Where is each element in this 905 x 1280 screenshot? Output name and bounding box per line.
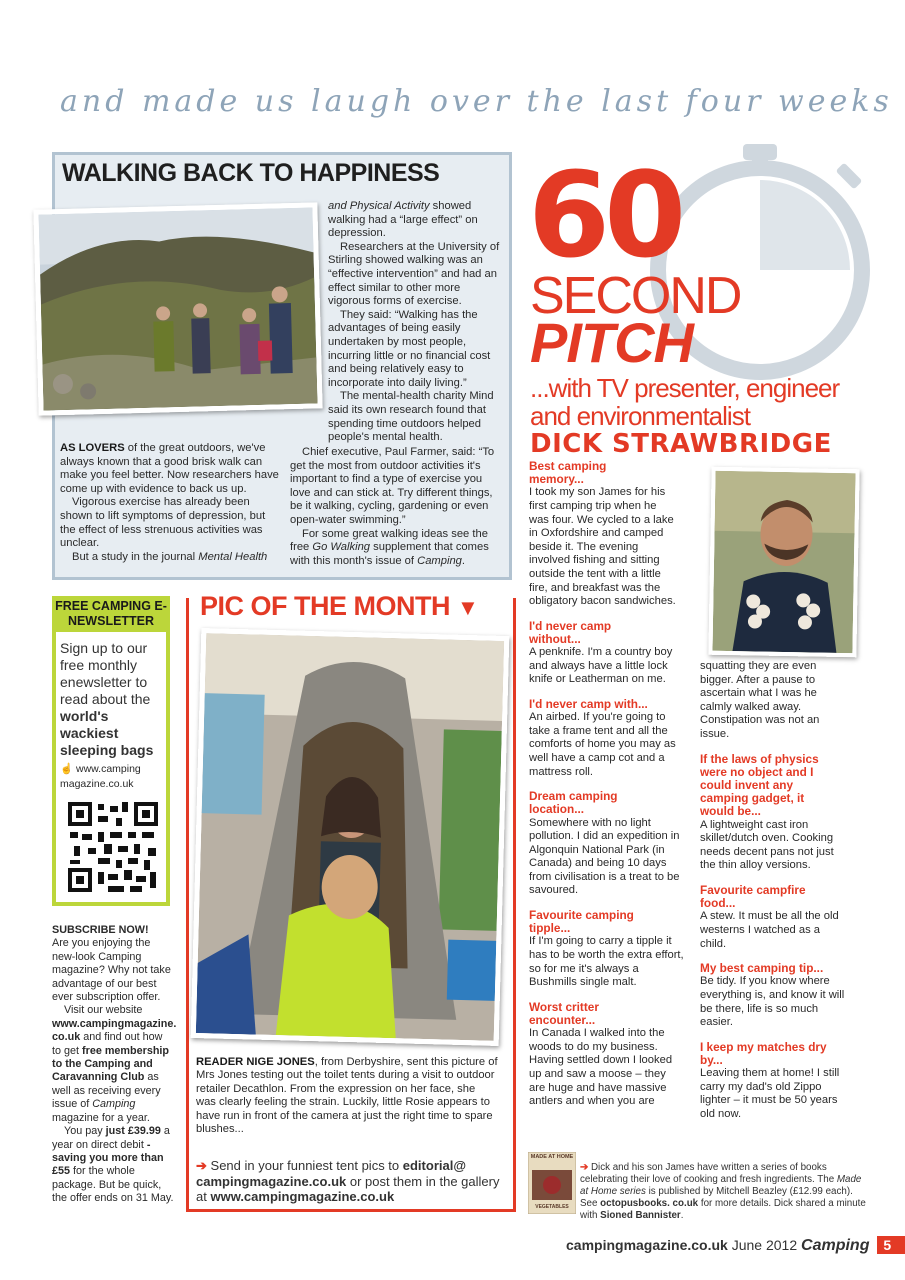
answer: In Canada I walked into the woods to do my business. Having settled down I looked up and saw a moose – they are huge and have massive antlers and when you are: [529, 1027, 673, 1108]
book-cover-sub: VEGETABLES: [535, 1204, 569, 1210]
potm-title: [196, 590, 484, 624]
newsletter-body: Sign up to our free monthly enewsletter to read about the: [60, 640, 151, 707]
walking-article-title: WALKING BACK TO HAPPINESS: [62, 159, 440, 187]
magazine-name: Camping: [92, 1098, 136, 1111]
potm-title-text: PIC OF THE MONTH: [200, 591, 450, 621]
question: I'd never camp with...: [529, 696, 648, 711]
question: Favourite campfire food...: [700, 882, 806, 911]
question: Worst critter encounter...: [529, 999, 599, 1028]
book-text: for more details. Dick shared a minute with: [580, 1198, 866, 1221]
newsletter-highlight: world's wackiest sleeping bags: [60, 708, 154, 758]
walking-text: showed walking had a “large effect” on depression.: [328, 200, 478, 240]
book-text: Dick and his son James have written a series of books celebrating their love of cooking and fresh ingredients. The: [580, 1162, 837, 1185]
walking-col2-top: [328, 200, 504, 445]
subscribe-url[interactable]: www.campingmagazine. co.uk: [52, 1017, 177, 1044]
answer: A stew. It must be all the old westerns I watched as a child.: [700, 910, 839, 950]
page-headline: and made us laugh over the last four weeks: [60, 84, 893, 119]
caption-text: , from Derbyshire, sent this picture of Mrs Jones testing out the toilet tents during a visit to outdoor retailer Decathlon. From the expression on her face, she was clearly feeling the strain. Luckily, little Rosie appears to have run in front of the camera at just the right time to spare blushes...: [196, 1056, 498, 1136]
editorial-email[interactable]: editorial@ campingmagazine.co.uk: [196, 1158, 467, 1189]
walking-text: Researchers at the University of Stirling showed walking was an “effective intervention” and had an effect similar to other more vigorous forms of exercise.: [328, 240, 500, 308]
qa-item: [529, 1001, 704, 1109]
qa-item: [700, 1041, 852, 1122]
book-cover: [528, 1152, 576, 1214]
walking-text: Chief executive, Paul Farmer, said: “To get the most from outdoor activities it's important to find a type of exercise you love and can stick at. Try different things, be it walking, cycling, gardening or even open-water swimming.”: [290, 446, 495, 526]
answer: An airbed. If you're going to take a frame tent and all the comforts of home you may as well have a camp cot and a mattress roll.: [529, 711, 676, 778]
qr-code[interactable]: [68, 802, 158, 892]
newsletter-link[interactable]: [60, 762, 168, 792]
answer: I took my son James for his first camping trip when he was four. We cycled to a lake in Oxfordshire and camped beside it. The evening involved fishing and sitting outside the tent with a little fire, and breakfast was the obligatory bacon sandwiches.: [529, 486, 676, 608]
subscribe-text: and find out how to get: [52, 1031, 163, 1057]
book-text: .: [680, 1210, 684, 1221]
pointer-hand-icon: ☝: [60, 763, 74, 775]
subscribe-text: a year on direct debit: [52, 1125, 170, 1151]
publisher-url[interactable]: octopusbooks. co.uk: [600, 1198, 699, 1209]
qa-column-1: [529, 460, 704, 1120]
qa-item: [700, 884, 852, 951]
down-arrow-icon: ▼: [457, 595, 479, 620]
footer-site[interactable]: campingmagazine.co.uk: [566, 1237, 728, 1253]
newsletter-heading: FREE CAMPING E-NEWSLETTER: [52, 596, 170, 632]
book-caption: [580, 1162, 870, 1222]
qa-item: [700, 753, 852, 873]
qa-item: [529, 909, 704, 990]
newsletter-text: [60, 640, 168, 759]
answer-continued: squatting they are even bigger. After a pause to ascertain what I was he calmly walked away. Constipation was not an issue.: [700, 660, 820, 740]
subscribe-price: just £39.99: [105, 1125, 161, 1138]
interviewee-name: DICK STRAWBRIDGE: [530, 429, 832, 459]
walking-col2-bottom: [290, 446, 504, 568]
subscribe-saving: - saving you more than £55: [52, 1138, 164, 1178]
question: I'd never camp without...: [529, 618, 612, 646]
journal-name-cont: and Physical Activity: [328, 200, 430, 212]
footer-magazine: Camping: [801, 1237, 870, 1254]
question: Best camping memory...: [529, 459, 607, 487]
potm-caption: [196, 1056, 498, 1136]
subscribe-text: as well as receiving every issue of: [52, 1071, 161, 1111]
pitch-title: PITCH: [530, 311, 693, 374]
question: I keep my matches dry by...: [700, 1039, 827, 1067]
subscribe-offer: free membership to the Camping and Caravanning Club: [52, 1044, 170, 1084]
walking-text: of the great outdoors, we've always known that a good brisk walk can make you feel better. Now researchers have come up with evidence to back us up.: [60, 442, 279, 495]
question: Favourite camping tipple...: [529, 908, 634, 936]
send-text: Send in your funniest tent pics to: [210, 1158, 403, 1173]
second-title: SECOND: [530, 267, 741, 325]
walking-text: The mental-health charity Mind said its own research found that spending time outdoors helped people's mental health.: [328, 390, 494, 444]
walking-lead: AS LOVERS: [60, 442, 125, 454]
dick-strawbridge-photo: [708, 467, 859, 658]
interview-subtitle: ...with TV presenter, engineer and environmentalist: [530, 373, 840, 431]
walking-text: For some great walking ideas see the free: [290, 527, 488, 554]
gallery-url[interactable]: www.campingmagazine.co.uk: [210, 1189, 395, 1204]
subscribe-text: Visit our website: [64, 1004, 143, 1017]
toilet-tent-photo: [191, 628, 510, 1046]
question: If the laws of physics were no object and I could invent any camping gadget, it would be...: [700, 751, 819, 819]
walking-text: They said: “Walking has the advantages of being easily undertaken by most people, incurring little or no financial cost and being relatively easy to incorporate into daily living.”: [328, 308, 491, 389]
page-number-tab: [877, 1236, 905, 1254]
book-series: Made at Home series: [580, 1174, 862, 1197]
footer-date: June 2012: [731, 1237, 798, 1253]
subscribe-box: [52, 924, 177, 1206]
walking-text: But a study in the journal: [72, 550, 199, 563]
newsletter-url[interactable]: www.camping magazine.co.uk: [60, 763, 141, 790]
answer: If I'm going to carry a tipple it has to be worth the extra effort, so for me it's always a Bushmills single malt.: [529, 935, 684, 989]
arrow-right-icon: ➔: [196, 1158, 207, 1173]
book-text: is published by Mitchell Beazley (£12.99 each). See: [580, 1186, 853, 1209]
question: My best camping tip...: [700, 961, 824, 976]
supplement-name: Go Walking: [312, 541, 371, 554]
subscribe-text: magazine for a year.: [52, 1111, 150, 1124]
send-pics-text: [196, 1158, 506, 1205]
book-cover-title: MADE AT HOME: [530, 1154, 574, 1160]
qa-item: [529, 460, 701, 609]
magazine-name: Camping: [417, 554, 462, 567]
subscribe-text: You pay: [64, 1125, 106, 1138]
answer: Leaving them at home! I still carry my dad's old Zippo lighter – it must be 50 years old now.: [700, 1067, 840, 1120]
qa-item: [529, 620, 704, 687]
sixty-title: 60: [528, 146, 681, 284]
qa-item: [529, 790, 704, 898]
arrow-right-icon: ➔: [580, 1162, 589, 1173]
journal-name: Mental Health: [198, 550, 268, 563]
walking-text: .: [461, 554, 466, 567]
subscribe-text: for the whole package. But be quick, the offer ends on 31 May.: [52, 1165, 174, 1205]
walking-col1: [60, 442, 280, 564]
qa-item: [529, 698, 704, 779]
send-text: or post them in the gallery at: [196, 1173, 500, 1204]
page-footer: [566, 1236, 905, 1255]
author-credit: Sioned Bannister: [600, 1210, 681, 1221]
answer: Be tidy. If you know where everything is, and know it will be there, life is so much easier.: [700, 975, 845, 1029]
subscribe-text: Are you enjoying the new-look Camping magazine? Why not take advantage of our best ever subscription offer.: [52, 937, 171, 1004]
qa-column-2: [700, 660, 852, 1133]
reader-name: READER NIGE JONES: [196, 1056, 315, 1068]
walking-text: supplement that comes with this month's issue of: [290, 541, 489, 567]
answer: A penknife. I'm a country boy and always have a little lock knife or Leatherman on me.: [529, 646, 673, 686]
answer: A lightweight cast iron skillet/dutch oven. Cooking needs decent pans not just the thin alloy versions.: [700, 818, 834, 872]
qa-item: [700, 962, 852, 1030]
subscribe-heading: SUBSCRIBE NOW!: [52, 924, 149, 936]
question: Dream camping location...: [529, 789, 618, 817]
answer: Somewhere with no light pollution. I did an expedition in Algonquin National Park (in Canada) and being 10 days from civilisation is a treat to be savoured.: [529, 816, 680, 897]
hikers-photo: [33, 202, 322, 415]
page-number: 5: [883, 1237, 892, 1253]
walking-text: Vigorous exercise has already been shown to lift symptoms of depression, but the effect of less strenuous activities was unclear.: [60, 496, 266, 550]
